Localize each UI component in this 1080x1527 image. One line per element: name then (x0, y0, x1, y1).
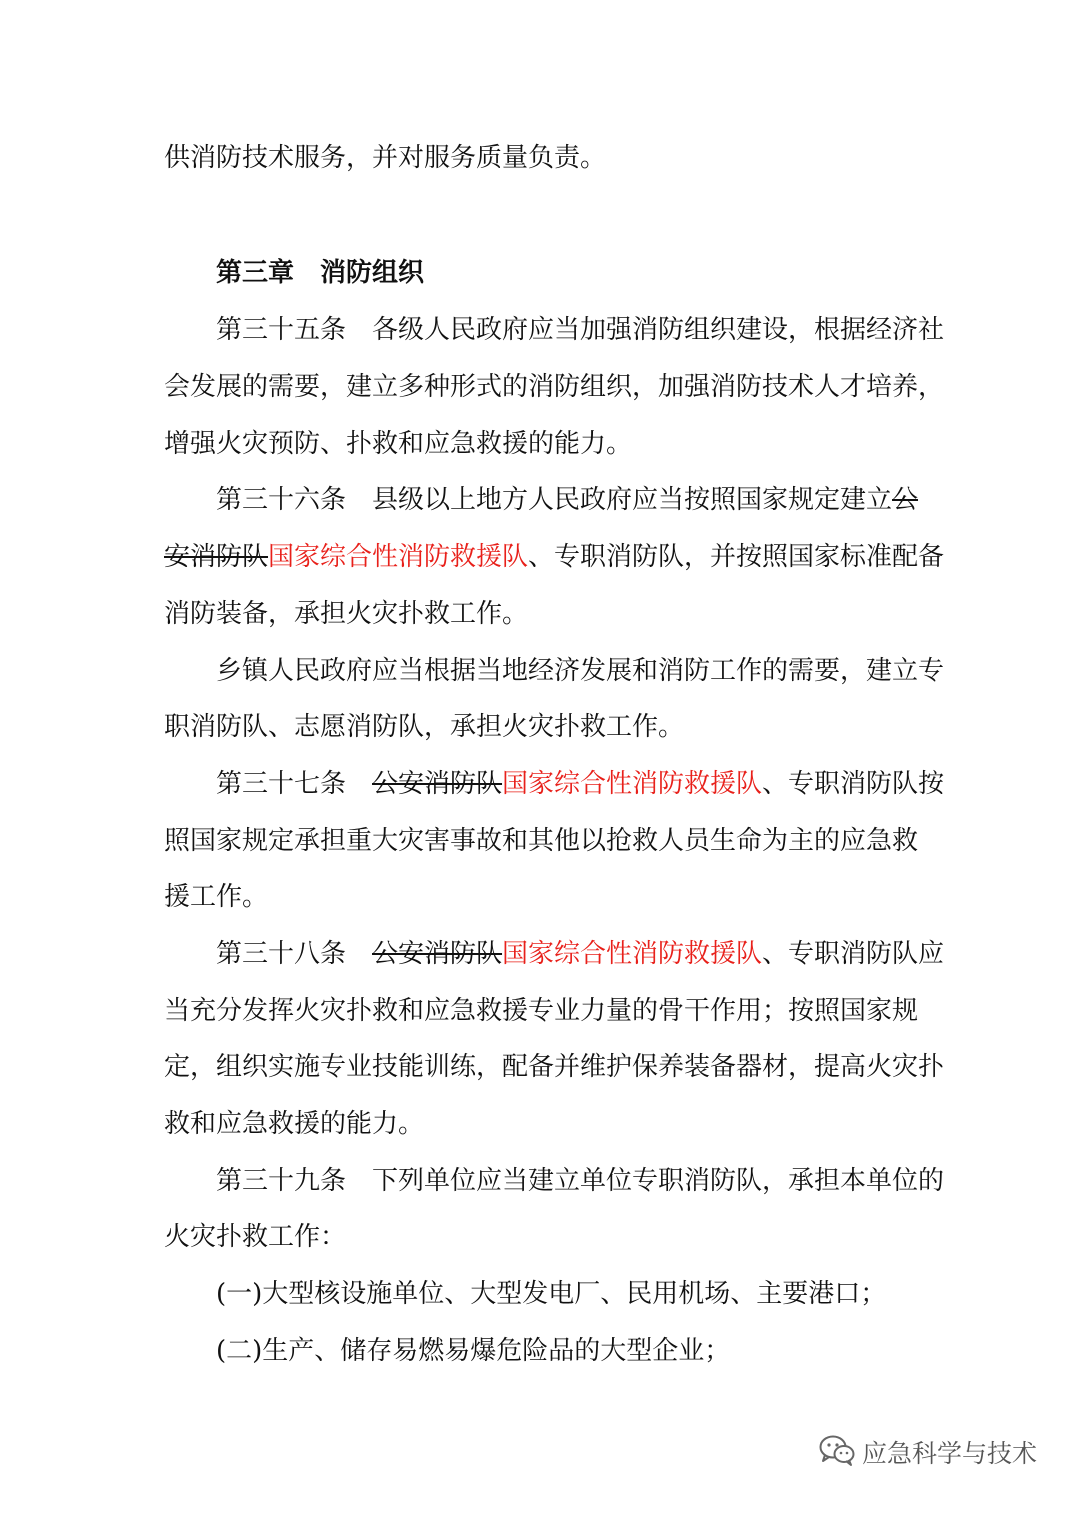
wechat-icon (818, 1433, 856, 1471)
chapter-title: 第三章 消防组织 (216, 258, 425, 288)
line-text: 救和应急救援的能力。 (164, 1109, 425, 1139)
line-text: 第三十九条 下列单位应当建立单位专职消防队，承担本单位的 (216, 1166, 945, 1196)
line-text: 乡镇人民政府应当根据当地经济发展和消防工作的需要，建立专 (216, 656, 945, 686)
line-text: 当充分发挥火灾扑救和应急救援专业力量的骨干作用；按照国家规 (164, 996, 919, 1026)
line-text: 会发展的需要，建立多种形式的消防组织，加强消防技术人才培养， (164, 372, 945, 402)
deleted-text: 公安消防队 (372, 939, 503, 969)
line-text: 安消防队国家综合性消防救援队、专职消防队，并按照国家标准配备 (164, 542, 945, 572)
deleted-text: 安消防队 (164, 542, 269, 572)
line-text: 职消防队、志愿消防队，承担火灾扑救工作。 (164, 712, 685, 742)
line-text: 照国家规定承担重大灾害事故和其他以抢救人员生命为主的应急救 (164, 826, 919, 856)
line-text: 增强火灾预防、扑救和应急救援的能力。 (164, 429, 633, 459)
line-text: 第三十五条 各级人民政府应当加强消防组织建设，根据经济社 (216, 315, 945, 345)
line-text: 定，组织实施专业技能训练，配备并维护保养装备器材，提高火灾扑 (164, 1052, 945, 1082)
inserted-text: 国家综合性消防救援队 (502, 769, 763, 799)
line-text: 消防装备，承担火灾扑救工作。 (164, 599, 529, 629)
line-text: 第三十七条 公安消防队国家综合性消防救援队、专职消防队按 (216, 769, 945, 799)
line-text: 第三十八条 公安消防队国家综合性消防救援队、专职消防队应 (216, 939, 945, 969)
line-text: 火灾扑救工作： (164, 1222, 347, 1252)
watermark (818, 1430, 1058, 1474)
line-text: (一)大型核设施单位、大型发电厂、民用机场、主要港口； (216, 1279, 887, 1309)
deleted-text: 公 (892, 485, 919, 515)
line-text: 第三十六条 县级以上地方人民政府应当按照国家规定建立公 (216, 485, 919, 515)
line-text: 援工作。 (164, 882, 269, 912)
line-text: (二)生产、储存易燃易爆危险品的大型企业； (216, 1336, 731, 1366)
inserted-text: 国家综合性消防救援队 (502, 939, 763, 969)
watermark-text: 应急科学与技术 (862, 1439, 1038, 1468)
line-text: 供消防技术服务，并对服务质量负责。 (164, 143, 607, 173)
inserted-text: 国家综合性消防救援队 (268, 542, 529, 572)
deleted-text: 公安消防队 (372, 769, 503, 799)
